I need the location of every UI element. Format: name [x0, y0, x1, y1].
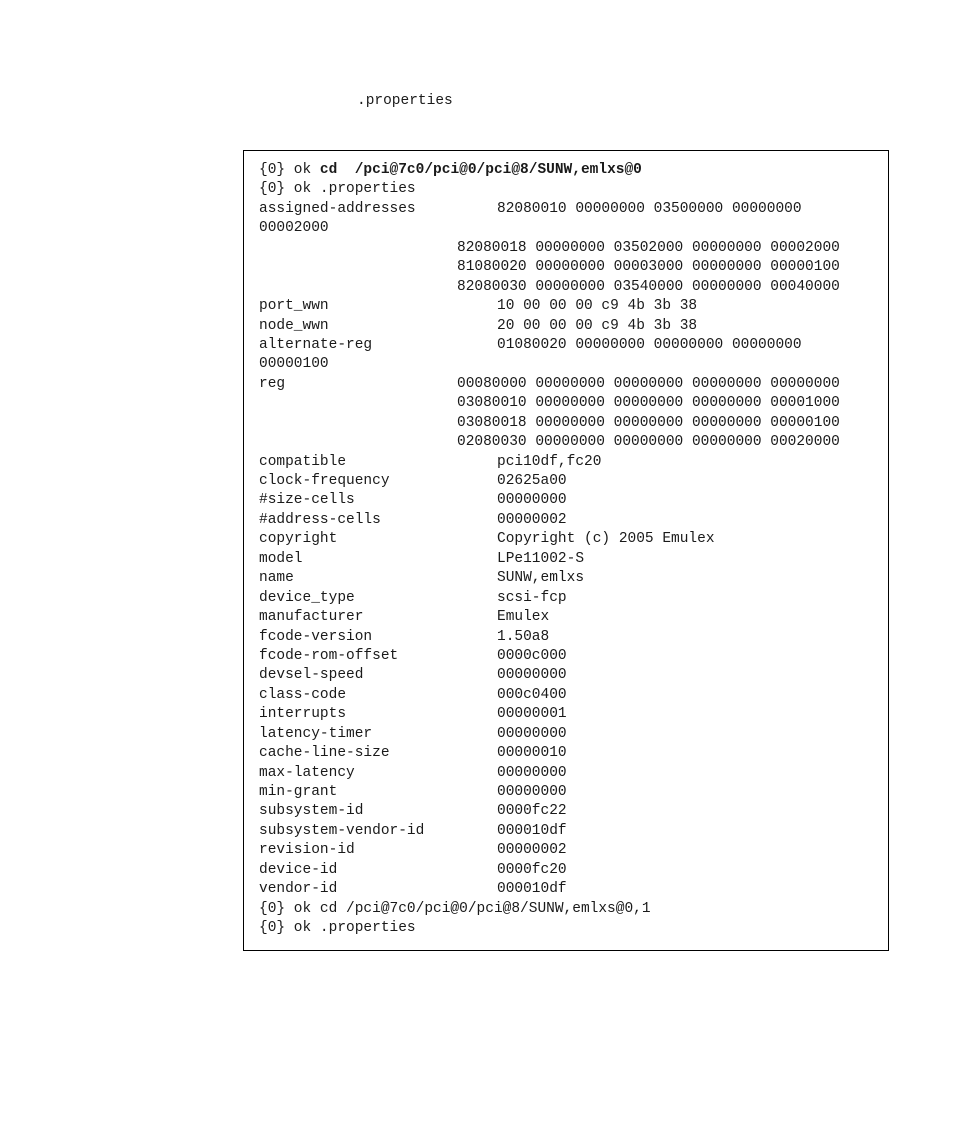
property-value: 0000fc20: [497, 861, 567, 878]
property-name: model: [259, 550, 303, 567]
property-name: alternate-reg: [259, 336, 373, 353]
code-line: [259, 297, 884, 316]
output-text: 00002000: [259, 220, 329, 237]
code-line: [259, 666, 884, 685]
property-name: copyright: [259, 531, 338, 548]
code-line: [259, 317, 884, 336]
code-line: [259, 764, 884, 783]
property-value: 82080010 00000000 03500000 00000000: [497, 200, 802, 217]
code-line: [259, 802, 884, 821]
code-line: [259, 861, 884, 880]
property-name: device_type: [259, 589, 355, 606]
code-line: [259, 453, 884, 472]
code-line: [259, 491, 884, 510]
property-value: 1.50a8: [497, 628, 550, 645]
property-name: subsystem-vendor-id: [259, 822, 425, 839]
code-line: [259, 608, 884, 627]
property-name: name: [259, 570, 294, 587]
property-name: manufacturer: [259, 609, 364, 626]
code-line: [259, 375, 884, 394]
code-line: [259, 511, 884, 530]
code-listing: [259, 161, 884, 939]
code-line: [259, 783, 884, 802]
property-value: 00000000: [497, 725, 567, 742]
code-line: [259, 841, 884, 860]
output-text: {0} ok .properties: [259, 920, 416, 937]
code-line: [259, 180, 884, 199]
property-name: max-latency: [259, 764, 355, 781]
property-name: node_wwn: [259, 317, 329, 334]
code-line: [259, 394, 884, 413]
code-line: [259, 705, 884, 724]
property-value: scsi-fcp: [497, 589, 567, 606]
property-name: #size-cells: [259, 492, 355, 509]
section-caption: .properties: [357, 93, 453, 109]
code-line: [259, 219, 884, 238]
property-value: 00000001: [497, 706, 567, 723]
code-line: [259, 472, 884, 491]
property-name: latency-timer: [259, 725, 373, 742]
code-line: [259, 628, 884, 647]
output-text: {0} ok .properties: [259, 181, 416, 198]
code-line: [259, 336, 884, 355]
output-text: 00000100: [259, 356, 329, 373]
property-name: clock-frequency: [259, 473, 390, 489]
prompt-text: {0} ok: [259, 162, 320, 178]
property-name: class-code: [259, 686, 347, 703]
property-value: 000010df: [497, 881, 567, 898]
code-line: [259, 550, 884, 569]
code-line: [259, 647, 884, 666]
property-value-continuation: 03080010 00000000 00000000 00000000 00001000: [457, 395, 840, 412]
property-value: 02625a00: [497, 473, 567, 489]
code-line: [259, 258, 884, 277]
code-line: [259, 161, 884, 180]
code-line: [259, 569, 884, 588]
property-name: interrupts: [259, 706, 347, 723]
code-line: [259, 744, 884, 763]
property-value: 00000002: [497, 511, 567, 528]
property-value-continuation: 03080018 00000000 00000000 00000000 00000100: [457, 414, 840, 431]
property-name: subsystem-id: [259, 803, 364, 820]
property-value: 00000000: [497, 667, 567, 684]
code-example-box: [243, 150, 889, 951]
property-name: devsel-speed: [259, 667, 364, 684]
code-line: [259, 686, 884, 705]
property-value: 0000fc22: [497, 803, 567, 820]
command-text: cd /pci@7c0/pci@0/pci@8/SUNW,emlxs@0: [319, 162, 642, 178]
code-line: [259, 278, 884, 297]
property-value: 00000002: [497, 842, 567, 859]
property-name: min-grant: [259, 784, 338, 800]
property-name: #address-cells: [259, 511, 381, 528]
code-line: [259, 200, 884, 219]
property-name: cache-line-size: [259, 745, 390, 762]
output-text: {0} ok cd /pci@7c0/pci@0/pci@8/SUNW,emlxs@0,1: [259, 900, 651, 917]
property-value: 00000000: [497, 492, 567, 509]
property-value: pci10df,fc20: [497, 453, 602, 470]
code-line: [259, 919, 884, 938]
property-value: LPe11002-S: [497, 550, 585, 567]
property-value: 000010df: [497, 822, 567, 839]
property-value-continuation: 81080020 00000000 00003000 00000000 00000100: [457, 259, 840, 276]
property-name: reg: [259, 375, 286, 392]
property-value: 10 00 00 00 c9 4b 3b 38: [497, 298, 698, 315]
code-line: [259, 880, 884, 899]
property-value: 00000010: [497, 745, 567, 762]
property-value: 0000c000: [497, 647, 567, 664]
code-line: [259, 433, 884, 452]
property-value: Copyright (c) 2005 Emulex: [497, 531, 715, 548]
property-value: 01080020 00000000 00000000 00000000: [497, 336, 802, 353]
property-value: SUNW,emlxs: [497, 570, 585, 587]
property-name: device-id: [259, 861, 338, 878]
property-value: Emulex: [497, 609, 550, 626]
code-line: [259, 414, 884, 433]
property-value: 00000000: [497, 764, 567, 781]
property-name: revision-id: [259, 842, 355, 859]
property-name: compatible: [259, 453, 347, 470]
property-value-continuation: 02080030 00000000 00000000 00000000 00020000: [457, 434, 840, 451]
code-line: [259, 355, 884, 374]
property-value: 000c0400: [497, 686, 567, 703]
code-line: [259, 530, 884, 549]
code-line: [259, 900, 884, 919]
property-name: vendor-id: [259, 881, 338, 898]
property-name: fcode-rom-offset: [259, 647, 399, 664]
property-value: 00080000 00000000 00000000 00000000 00000000: [457, 375, 840, 392]
property-name: port_wwn: [259, 298, 329, 315]
code-line: [259, 822, 884, 841]
code-line: [259, 725, 884, 744]
property-value-continuation: 82080030 00000000 03540000 00000000 00040000: [457, 278, 840, 295]
code-line: [259, 589, 884, 608]
code-line: [259, 239, 884, 258]
property-value: 20 00 00 00 c9 4b 3b 38: [497, 317, 698, 334]
property-name: assigned-addresses: [259, 200, 416, 217]
property-value-continuation: 82080018 00000000 03502000 00000000 00002000: [457, 239, 840, 256]
property-value: 00000000: [497, 784, 567, 800]
property-name: fcode-version: [259, 628, 373, 645]
